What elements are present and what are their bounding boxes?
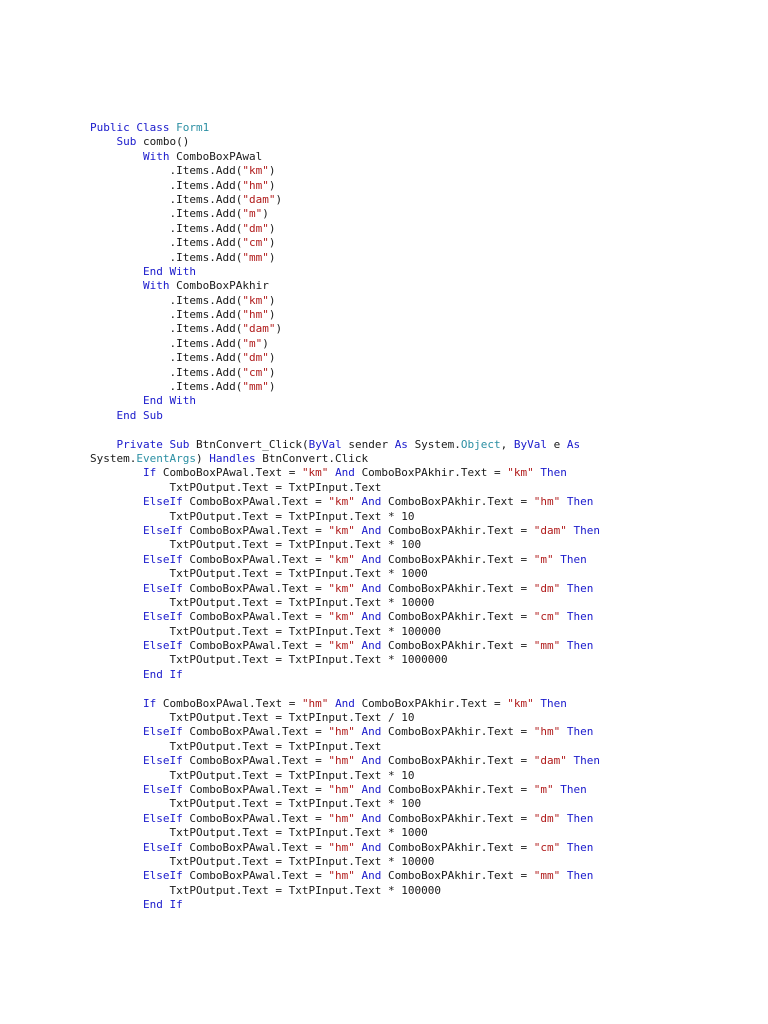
code-text: ComboBoxPAkhir.Text =	[388, 581, 534, 595]
code-line	[90, 754, 750, 768]
code-text: ComboBoxPAwal.Text =	[189, 782, 329, 796]
code-text: .Items.Add(	[90, 221, 243, 235]
code-text	[90, 279, 143, 292]
code-line	[90, 769, 750, 783]
code-text: )	[262, 207, 269, 221]
code-text: .Items.Add(	[90, 336, 243, 350]
code-text: ComboBoxPAwal.Text =	[189, 495, 329, 509]
code-text	[90, 668, 143, 681]
code-line	[90, 452, 750, 466]
code-text: ComboBoxPAwal	[176, 149, 263, 163]
code-line	[90, 682, 750, 696]
code-text: ComboBoxPAwal.Text =	[189, 552, 329, 566]
code-text: )	[275, 192, 283, 206]
code-line	[90, 236, 750, 250]
code-keyword: Then	[573, 523, 600, 537]
code-text	[355, 610, 362, 623]
code-keyword: And	[361, 782, 389, 796]
code-string: "km"	[328, 523, 355, 537]
code-text: BtnConvert_Click(	[195, 437, 309, 451]
code-text	[90, 898, 143, 911]
code-text	[90, 265, 143, 278]
code-line	[90, 481, 750, 495]
code-string: "cm"	[533, 840, 561, 854]
code-keyword: ElseIf	[142, 754, 190, 768]
code-string: "mm"	[533, 639, 561, 653]
code-text	[90, 812, 143, 825]
code-text	[567, 754, 574, 767]
code-keyword: With	[142, 149, 177, 163]
code-text: .Items.Add(	[90, 293, 243, 307]
code-text	[90, 725, 143, 738]
code-line	[90, 596, 750, 610]
code-keyword: And	[335, 466, 362, 480]
code-line	[90, 553, 750, 567]
code-text: ComboBoxPAkhir.Text =	[388, 782, 534, 796]
code-text: .Items.Add(	[90, 322, 243, 336]
code-string: "dam"	[533, 754, 567, 768]
code-string: "m"	[533, 782, 554, 796]
code-text: )	[195, 451, 210, 465]
code-text	[90, 754, 143, 767]
code-text	[90, 466, 143, 479]
code-string: "km"	[328, 581, 355, 595]
code-text: TxtPOutput.Text = TxtPInput.Text * 10000	[90, 854, 435, 868]
code-line	[90, 582, 750, 596]
code-text: TxtPOutput.Text = TxtPInput.Text * 10000	[90, 595, 435, 609]
code-text: TxtPOutput.Text = TxtPInput.Text * 100000	[90, 883, 441, 897]
code-text: ComboBoxPAkhir.Text =	[388, 610, 534, 624]
code-text	[355, 841, 362, 854]
code-keyword: And	[361, 495, 389, 509]
code-keyword: Then	[540, 696, 567, 710]
code-keyword: Handles	[209, 451, 263, 465]
code-line	[90, 164, 750, 178]
code-text	[355, 812, 362, 825]
code-string: "dm"	[533, 581, 561, 595]
code-text: )	[268, 380, 276, 394]
code-string: "dam"	[242, 322, 276, 336]
code-text	[90, 610, 143, 623]
code-text	[355, 553, 362, 566]
code-string: "dm"	[533, 811, 561, 825]
code-text: TxtPOutput.Text = TxtPInput.Text * 10	[90, 768, 415, 782]
code-text	[560, 812, 567, 825]
code-line	[90, 207, 750, 221]
code-keyword: If	[142, 696, 163, 710]
code-text: )	[268, 293, 276, 307]
code-text: ComboBoxPAkhir.Text =	[361, 696, 508, 710]
code-line	[90, 625, 750, 639]
code-string: "hm"	[301, 696, 329, 710]
code-text: )	[268, 236, 276, 250]
code-text: ComboBoxPAkhir.Text =	[388, 840, 534, 854]
code-text: ComboBoxPAkhir.Text =	[388, 495, 534, 509]
code-text	[355, 783, 362, 796]
code-text: .Items.Add(	[90, 365, 243, 379]
code-line	[90, 380, 750, 394]
code-line	[90, 150, 750, 164]
code-string: "hm"	[328, 869, 355, 883]
code-line	[90, 538, 750, 552]
code-line	[90, 366, 750, 380]
code-string: "hm"	[328, 754, 355, 768]
code-text	[90, 394, 143, 407]
code-text: combo()	[143, 135, 190, 149]
code-text: BtnConvert.Click	[262, 451, 369, 465]
code-keyword: ByVal	[308, 437, 349, 451]
code-text: ComboBoxPAkhir.Text =	[361, 466, 508, 480]
code-text: .Items.Add(	[90, 308, 243, 322]
code-text: ComboBoxPAwal.Text =	[162, 466, 302, 480]
code-line	[90, 135, 750, 149]
code-text: )	[268, 308, 276, 322]
code-text: )	[268, 178, 276, 192]
code-text: )	[268, 164, 276, 178]
code-line	[90, 711, 750, 725]
code-string: "cm"	[242, 236, 269, 250]
code-string: "hm"	[533, 725, 561, 739]
code-line	[90, 394, 750, 408]
code-keyword: End With	[142, 264, 196, 278]
code-string: "mm"	[242, 380, 269, 394]
code-keyword: End With	[142, 394, 196, 408]
code-keyword: And	[361, 840, 389, 854]
code-text	[560, 639, 567, 652]
code-line	[90, 567, 750, 581]
code-text	[90, 495, 143, 508]
code-line	[90, 265, 750, 279]
code-text: TxtPOutput.Text = TxtPInput.Text	[90, 739, 382, 753]
code-text	[355, 725, 362, 738]
code-string: "km"	[507, 466, 534, 480]
code-text	[90, 582, 143, 595]
code-type: EventArgs	[136, 451, 196, 465]
code-keyword: ElseIf	[142, 639, 190, 653]
code-line	[90, 783, 750, 797]
code-text	[90, 841, 143, 854]
code-string: "dm"	[242, 221, 269, 235]
code-line	[90, 179, 750, 193]
code-text: ComboBoxPAkhir.Text =	[388, 811, 534, 825]
code-text: TxtPOutput.Text = TxtPInput.Text / 10	[90, 711, 415, 725]
code-text: ComboBoxPAwal.Text =	[189, 869, 329, 883]
code-string: "km"	[328, 610, 355, 624]
code-text	[90, 783, 143, 796]
code-text: ComboBoxPAkhir.Text =	[388, 754, 534, 768]
code-listing	[90, 121, 750, 912]
code-text: )	[268, 365, 276, 379]
code-keyword: As	[566, 437, 581, 451]
code-text	[90, 697, 143, 710]
code-type: Form1	[176, 121, 210, 134]
code-keyword: Then	[566, 811, 594, 825]
code-keyword: If	[142, 466, 163, 480]
code-line	[90, 466, 750, 480]
code-line	[90, 279, 750, 293]
code-keyword: ElseIf	[142, 840, 190, 854]
code-text	[560, 610, 567, 623]
code-text: TxtPOutput.Text = TxtPInput.Text * 1000	[90, 826, 428, 840]
code-keyword: Then	[566, 840, 594, 854]
code-string: "hm"	[328, 782, 355, 796]
code-text: ComboBoxPAkhir	[176, 279, 269, 293]
code-string: "cm"	[533, 610, 561, 624]
code-keyword: And	[361, 811, 389, 825]
code-keyword: And	[361, 639, 389, 653]
code-line	[90, 884, 750, 898]
code-text	[90, 639, 143, 652]
code-text: ComboBoxPAkhir.Text =	[388, 552, 534, 566]
code-string: "dam"	[242, 192, 276, 206]
code-text: )	[268, 351, 276, 365]
code-text	[560, 841, 567, 854]
code-text	[90, 150, 143, 163]
code-keyword: ElseIf	[142, 495, 190, 509]
code-line	[90, 841, 750, 855]
code-line	[90, 510, 750, 524]
code-text: .Items.Add(	[90, 207, 243, 221]
code-keyword: End If	[142, 898, 183, 912]
code-string: "m"	[242, 336, 263, 350]
code-text: ComboBoxPAwal.Text =	[189, 610, 329, 624]
code-text	[355, 524, 362, 537]
code-string: "dam"	[533, 523, 567, 537]
code-string: "hm"	[328, 811, 355, 825]
code-keyword: And	[361, 754, 389, 768]
code-keyword: Then	[566, 581, 594, 595]
code-string: "km"	[328, 639, 355, 653]
code-line	[90, 294, 750, 308]
code-string: "km"	[242, 293, 269, 307]
code-text: ComboBoxPAwal.Text =	[189, 523, 329, 537]
code-line	[90, 826, 750, 840]
code-text: ComboBoxPAwal.Text =	[162, 696, 302, 710]
code-keyword: Then	[566, 639, 594, 653]
code-text	[355, 495, 362, 508]
code-text: ComboBoxPAkhir.Text =	[388, 725, 534, 739]
code-text: .Items.Add(	[90, 192, 243, 206]
code-text: TxtPOutput.Text = TxtPInput.Text * 100000	[90, 624, 441, 638]
code-string: "mm"	[242, 250, 269, 264]
code-text: TxtPOutput.Text = TxtPInput.Text * 10	[90, 509, 415, 523]
code-keyword: Public Class	[90, 121, 177, 134]
code-text: sender	[348, 437, 395, 451]
code-keyword: Then	[540, 466, 567, 480]
code-text	[90, 135, 117, 148]
code-keyword: ElseIf	[142, 581, 190, 595]
code-keyword: And	[361, 523, 389, 537]
code-text: )	[268, 250, 276, 264]
code-string: "dm"	[242, 351, 269, 365]
code-line	[90, 668, 750, 682]
code-keyword: End Sub	[116, 408, 163, 422]
code-text	[355, 754, 362, 767]
code-text: .Items.Add(	[90, 351, 243, 365]
code-keyword: ElseIf	[142, 811, 190, 825]
code-text: .Items.Add(	[90, 250, 243, 264]
code-text	[560, 869, 567, 882]
code-keyword: End If	[142, 667, 183, 681]
code-text	[90, 438, 117, 451]
code-text: .Items.Add(	[90, 178, 243, 192]
code-string: "hm"	[328, 725, 355, 739]
code-string: "cm"	[242, 365, 269, 379]
code-keyword: Then	[566, 495, 594, 509]
code-string: "hm"	[328, 840, 355, 854]
code-text	[560, 725, 567, 738]
code-line	[90, 222, 750, 236]
code-keyword: And	[335, 696, 362, 710]
code-string: "km"	[328, 495, 355, 509]
code-keyword: Then	[560, 552, 587, 566]
code-text: ComboBoxPAwal.Text =	[189, 754, 329, 768]
code-line	[90, 351, 750, 365]
code-line	[90, 524, 750, 538]
code-keyword: Sub	[116, 135, 143, 149]
code-text	[560, 582, 567, 595]
code-text: ComboBoxPAkhir.Text =	[388, 639, 534, 653]
code-text	[355, 582, 362, 595]
code-line	[90, 121, 750, 135]
code-string: "m"	[242, 207, 263, 221]
code-line	[90, 697, 750, 711]
code-text: ComboBoxPAwal.Text =	[189, 811, 329, 825]
code-text: TxtPOutput.Text = TxtPInput.Text * 100	[90, 538, 422, 552]
code-keyword: As	[394, 437, 415, 451]
code-text: TxtPOutput.Text = TxtPInput.Text	[90, 480, 382, 494]
code-type: Object	[460, 437, 501, 451]
code-keyword: And	[361, 552, 389, 566]
code-line	[90, 740, 750, 754]
code-string: "km"	[507, 696, 534, 710]
code-line	[90, 898, 750, 912]
code-text: ComboBoxPAwal.Text =	[189, 725, 329, 739]
code-string: "mm"	[533, 869, 561, 883]
code-keyword: ElseIf	[142, 782, 190, 796]
code-line	[90, 423, 750, 437]
code-text: ComboBoxPAwal.Text =	[189, 581, 329, 595]
code-keyword: Private Sub	[116, 437, 196, 451]
code-keyword: Then	[573, 754, 600, 768]
code-line	[90, 812, 750, 826]
code-text: )	[268, 221, 276, 235]
code-text: ComboBoxPAkhir.Text =	[388, 869, 534, 883]
code-line	[90, 610, 750, 624]
code-keyword: ElseIf	[142, 610, 190, 624]
code-text: .Items.Add(	[90, 164, 243, 178]
code-line	[90, 869, 750, 883]
code-text	[90, 409, 117, 422]
code-line	[90, 639, 750, 653]
code-string: "km"	[301, 466, 329, 480]
code-keyword: And	[361, 581, 389, 595]
code-keyword: ElseIf	[142, 725, 190, 739]
code-text: )	[275, 322, 283, 336]
code-keyword: And	[361, 610, 389, 624]
code-text: TxtPOutput.Text = TxtPInput.Text * 1000000	[90, 653, 448, 667]
code-line	[90, 725, 750, 739]
code-line	[90, 308, 750, 322]
code-text: ComboBoxPAwal.Text =	[189, 639, 329, 653]
code-line	[90, 653, 750, 667]
code-keyword: And	[361, 869, 389, 883]
code-keyword: With	[142, 279, 177, 293]
code-keyword: And	[361, 725, 389, 739]
code-line	[90, 495, 750, 509]
code-string: "km"	[242, 164, 269, 178]
code-text	[90, 869, 143, 882]
code-keyword: ByVal	[513, 437, 554, 451]
code-string: "km"	[328, 552, 355, 566]
code-text: System.	[90, 451, 137, 465]
code-text: )	[262, 336, 269, 350]
code-string: "hm"	[533, 495, 561, 509]
code-keyword: Then	[566, 610, 594, 624]
code-keyword: Then	[566, 725, 594, 739]
code-text: ComboBoxPAwal.Text =	[189, 840, 329, 854]
code-text	[567, 524, 574, 537]
code-string: "hm"	[242, 308, 269, 322]
code-line	[90, 438, 750, 452]
code-line	[90, 251, 750, 265]
code-text: .Items.Add(	[90, 380, 243, 394]
code-string: "m"	[533, 552, 554, 566]
code-text: TxtPOutput.Text = TxtPInput.Text * 1000	[90, 567, 428, 581]
code-string: "hm"	[242, 178, 269, 192]
code-line	[90, 193, 750, 207]
code-line	[90, 855, 750, 869]
code-text: ,	[500, 437, 514, 451]
code-line	[90, 409, 750, 423]
code-keyword: ElseIf	[142, 552, 190, 566]
code-keyword: Then	[560, 782, 587, 796]
code-line	[90, 797, 750, 811]
code-text: .Items.Add(	[90, 236, 243, 250]
code-text	[560, 495, 567, 508]
code-line	[90, 337, 750, 351]
code-text: TxtPOutput.Text = TxtPInput.Text * 100	[90, 797, 422, 811]
code-text: System.	[414, 437, 461, 451]
code-text	[355, 639, 362, 652]
code-text: e	[553, 437, 567, 451]
code-text	[90, 524, 143, 537]
code-line	[90, 322, 750, 336]
code-keyword: ElseIf	[142, 869, 190, 883]
code-keyword: ElseIf	[142, 523, 190, 537]
code-text: ComboBoxPAkhir.Text =	[388, 523, 534, 537]
code-text	[355, 869, 362, 882]
code-keyword: Then	[566, 869, 594, 883]
code-text	[90, 553, 143, 566]
